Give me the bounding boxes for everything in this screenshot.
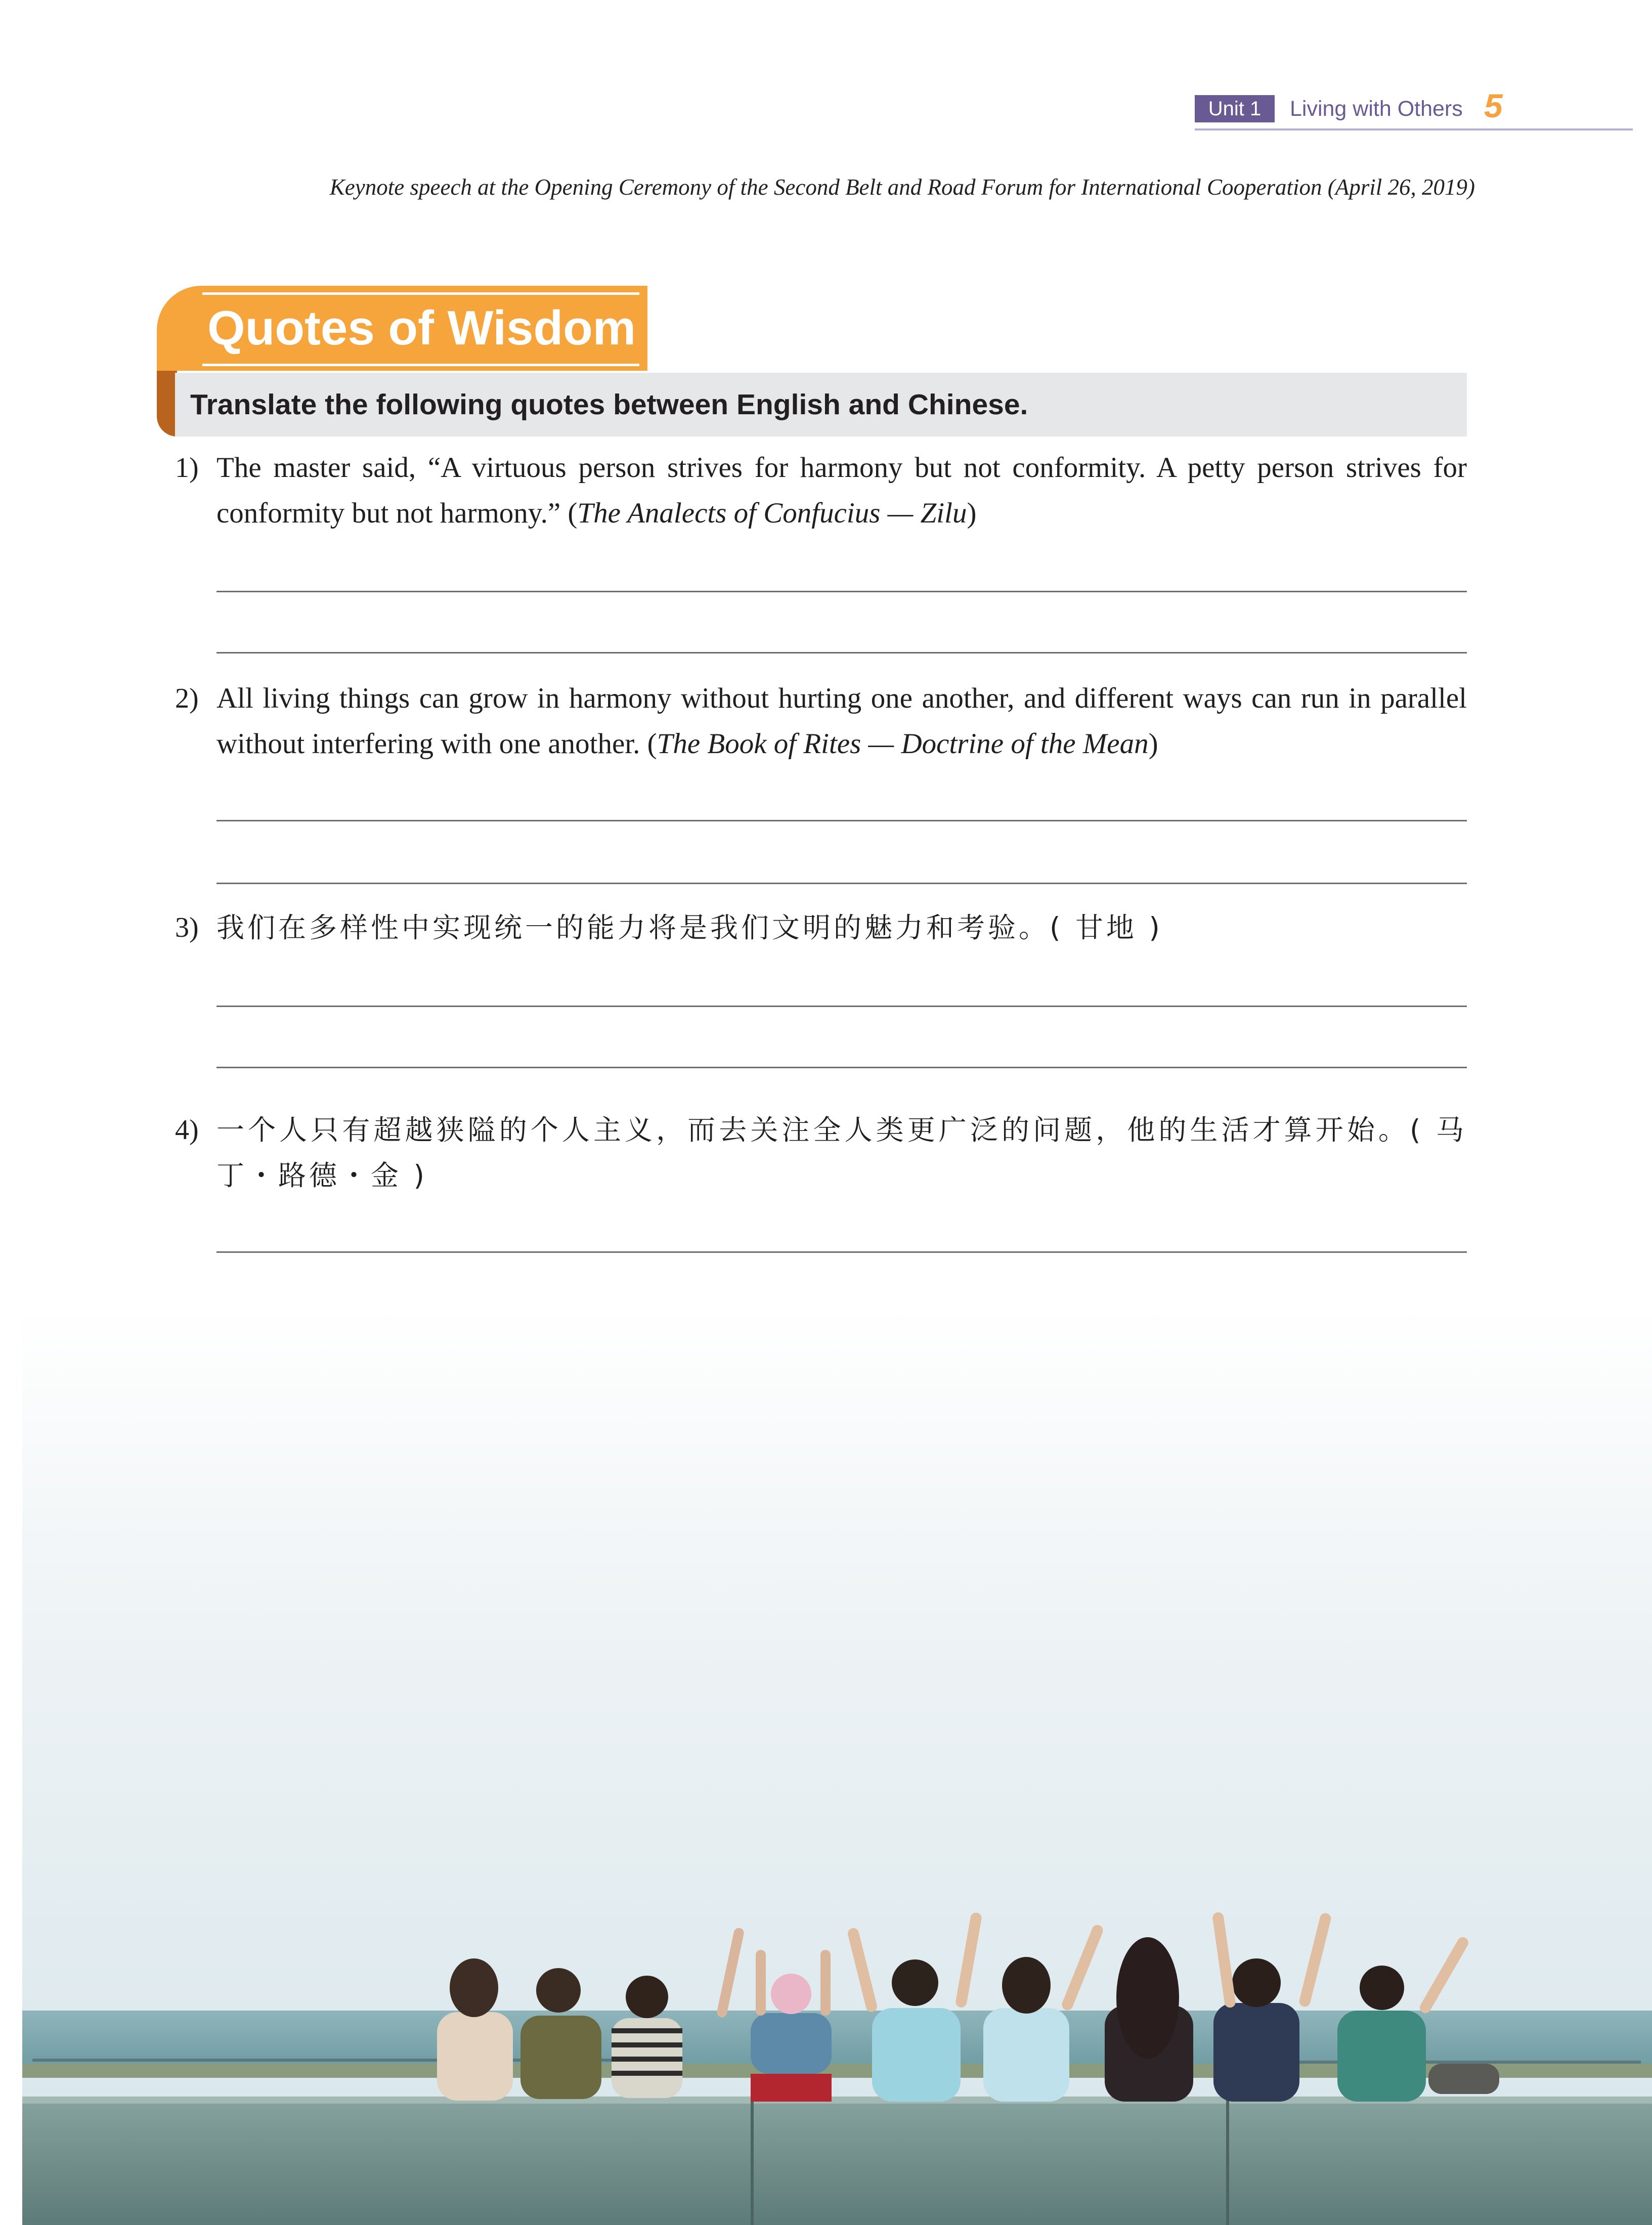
- quote-text: 一个人只有超越狭隘的个人主义，而去关注全人类更广泛的问题，他的生活才算开始。( 马丁・路德・金 ): [216, 1114, 1467, 1192]
- answer-line[interactable]: [216, 1006, 1467, 1007]
- photo-illustration: [22, 1305, 1652, 2225]
- quote-close: ): [1148, 728, 1158, 760]
- unit-title: Living with Others: [1290, 97, 1463, 121]
- answer-line[interactable]: [216, 1251, 1467, 1253]
- answer-line[interactable]: [216, 820, 1467, 821]
- quote-text: [216, 445, 1467, 536]
- quote-text: [216, 676, 1467, 767]
- unit-badge: Unit 1: [1195, 95, 1275, 122]
- speech-source-citation: Keynote speech at the Opening Ceremony of the Second Belt and Road Forum for International Cooperation (April 26, 2019): [329, 174, 1475, 200]
- quote-close: ): [967, 497, 977, 529]
- quote-source: The Book of Rites — Doctrine of the Mean: [657, 728, 1149, 760]
- section-banner-fold: [157, 371, 177, 437]
- instruction-text: Translate the following quotes between English and Chinese.: [190, 388, 1028, 421]
- answer-line[interactable]: [216, 652, 1467, 653]
- quote-number: 2): [175, 683, 199, 714]
- quote-body: All living things can grow in harmony without hurting one another, and different ways can run in parallel without interfering with one another. (: [216, 682, 1467, 760]
- header-rule: [1195, 128, 1633, 130]
- answer-line[interactable]: [216, 1067, 1467, 1068]
- quote-number: 4): [175, 1114, 199, 1146]
- quote-source: The Analects of Confucius — Zilu: [577, 497, 967, 529]
- quote-number: 1): [175, 452, 199, 484]
- page-number: 5: [1484, 87, 1503, 124]
- group-of-friends-on-seawall-photo: [22, 1305, 1652, 2225]
- answer-line[interactable]: [216, 591, 1467, 592]
- quote-body: The master said, “A virtuous person strives for harmony but not conformity. A petty person strives for conformity but not harmony.” (: [216, 452, 1467, 529]
- quote-number: 3): [175, 912, 199, 943]
- quote-text: 我们在多样性中实现统一的能力将是我们文明的魅力和考验。( 甘地 ): [216, 911, 1163, 944]
- answer-line[interactable]: [216, 883, 1467, 884]
- section-title: Quotes of Wisdom: [202, 292, 639, 366]
